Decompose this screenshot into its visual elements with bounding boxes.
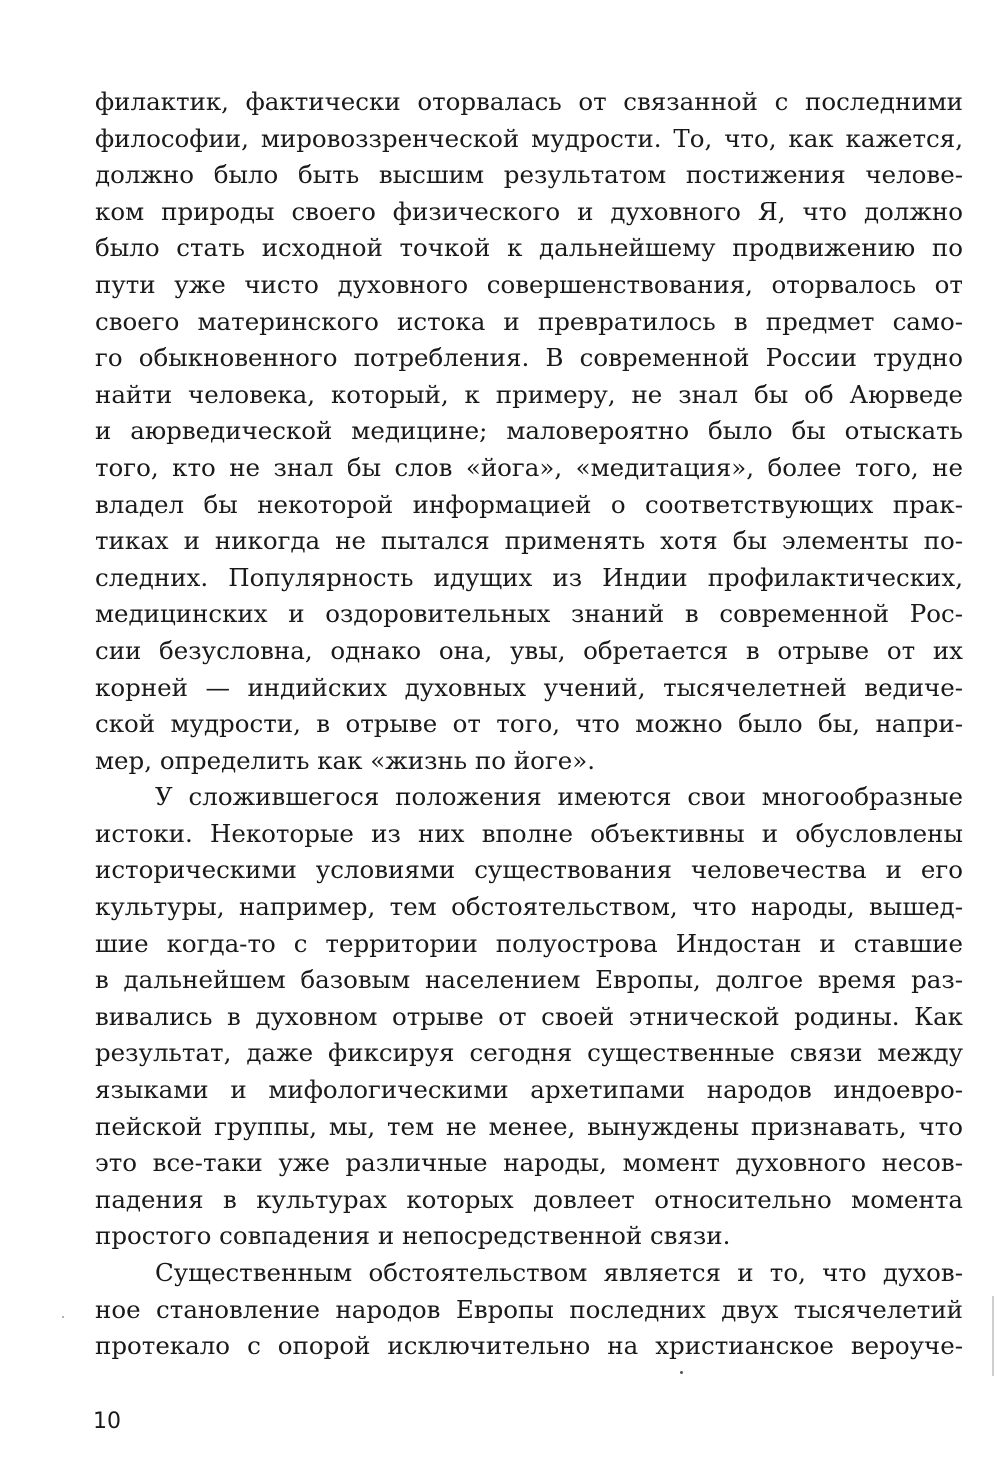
text-line: медицинских и оздоровительных знаний в современной Рос- <box>95 599 963 629</box>
paragraph <box>95 84 963 779</box>
text-line: должно было быть высшим результатом постижения челове- <box>95 160 963 190</box>
text-line: пейской группы, мы, тем не менее, вынуждены признавать, что <box>95 1111 963 1141</box>
text-line: мер, определить как «жизнь по йоге». <box>95 745 595 775</box>
text-line: пути уже чисто духовного совершенствования, оторвалось от <box>95 269 963 299</box>
text-line: У сложившегося положения имеются свои многообразные <box>155 782 963 812</box>
text-line: было стать исходной точкой к дальнейшему продвижению по <box>95 233 963 263</box>
text-line: простого совпадения и непосредственной связи. <box>95 1221 731 1251</box>
text-line: корней — индийских духовных учений, тысячелетней ведиче- <box>95 672 963 702</box>
text-line: своего материнского истока и превратилось в предмет само- <box>95 306 963 336</box>
text-line: Существенным обстоятельством является и то, что духов- <box>155 1258 963 1287</box>
text-line: протекало с опорой исключительно на христианское вероуче- <box>95 1331 963 1361</box>
text-line: языками и мифологическими архетипами народов индоевро- <box>95 1075 963 1105</box>
text-line: следних. Популярность идущих из Индии профилактических, <box>95 562 963 592</box>
text-line: шие когда-то с территории полуострова Индостан и ставшие <box>95 928 963 958</box>
text-line: и аюрведической медицине; маловероятно было бы отыскать <box>95 416 963 446</box>
body-text <box>95 84 963 1365</box>
text-line: истоки. Некоторые из них вполне объективны и обусловлены <box>95 818 963 848</box>
text-line: падения в культурах которых довлеет относительно момента <box>95 1184 963 1214</box>
text-line: ное становление народов Европы последних двух тысячелетий <box>95 1294 963 1324</box>
text-line: культуры, например, тем обстоятельством, что народы, вышед- <box>95 892 963 922</box>
text-line: го обыкновенного потребления. В современной России трудно <box>95 343 963 373</box>
scan-edge-mark <box>992 1296 994 1376</box>
text-line: вивались в духовном отрыве от своей этнической родины. Как <box>95 1001 963 1031</box>
text-line: философии, мировоззренческой мудрости. То, что, как кажется, <box>95 123 963 153</box>
page-number: 10 <box>93 1409 121 1434</box>
text-line: результат, даже фиксируя сегодня существенные связи между <box>95 1038 963 1068</box>
paragraph <box>95 1255 963 1365</box>
scan-speck <box>62 1316 64 1318</box>
text-line: сии безусловна, однако она, увы, обретается в отрыве от их <box>95 635 963 665</box>
text-line: в дальнейшем базовым населением Европы, долгое время раз- <box>95 965 963 995</box>
scan-speck <box>680 1371 683 1374</box>
text-line: того, кто не знал бы слов «йога», «медитация», более того, не <box>95 452 963 482</box>
text-line: это все-таки уже различные народы, момент духовного несов- <box>95 1148 963 1178</box>
text-line: владел бы некоторой информацией о соответствующих прак- <box>95 489 963 519</box>
text-line: историческими условиями существования человечества и его <box>95 855 963 885</box>
text-line: найти человека, который, к примеру, не знал бы об Аюрведе <box>95 379 963 409</box>
text-line: ской мудрости, в отрыве от того, что можно было бы, напри- <box>95 709 963 739</box>
paragraph <box>95 779 963 1255</box>
text-line: ком природы своего физического и духовного Я, что должно <box>95 196 963 226</box>
text-line: тиках и никогда не пытался применять хотя бы элементы по- <box>95 526 963 556</box>
text-line: филактик, фактически оторвалась от связанной с последними <box>95 87 963 116</box>
